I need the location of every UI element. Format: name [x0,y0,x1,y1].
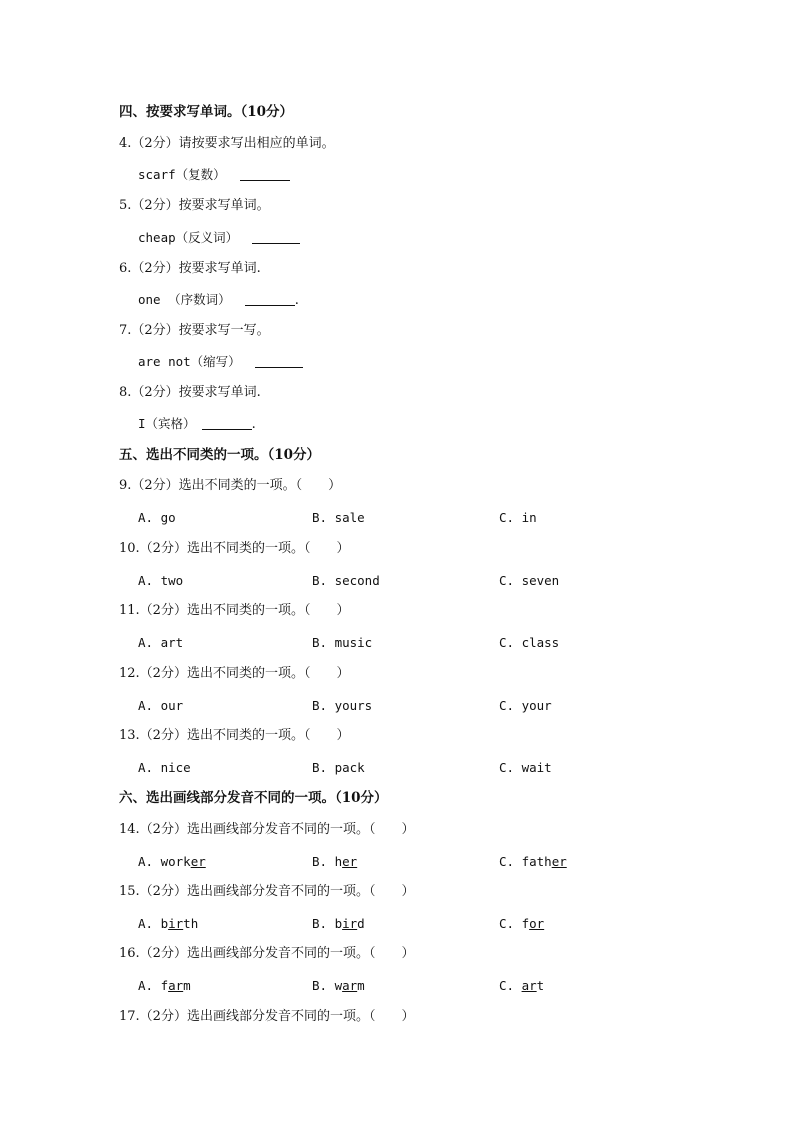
answer-blank-8[interactable] [202,417,252,430]
question-13-option-a[interactable]: A. nice [138,760,191,775]
question-12-stem: 12.（2分）选出不同类的一项。（ ） [119,666,350,681]
question-10-option-a[interactable]: A. two [138,573,184,588]
question-8-stem: 8.（2分）按要求写单词. [119,385,261,400]
question-4-prompt: scarf（复数） [138,167,226,182]
question-5-stem: 5.（2分）按要求写单词。 [119,198,270,213]
question-5-prompt-line [138,230,300,247]
question-14-stem: 14.（2分）选出画线部分发音不同的一项。（ ） [119,822,415,837]
answer-blank-5[interactable] [252,231,300,244]
question-12-option-c[interactable]: C. your [499,698,552,713]
question-6-prompt: one （序数词） [138,292,231,307]
question-11-option-a[interactable]: A. art [138,635,184,650]
section-title-4: 四、按要求写单词。（10分） [119,104,294,120]
question-11-option-c[interactable]: C. class [499,635,560,650]
question-16-option-c[interactable]: C. art [499,978,545,993]
question-8-prompt-line [138,416,256,433]
question-6-stem: 6.（2分）按要求写单词. [119,261,261,276]
question-13-option-b[interactable]: B. pack [312,760,365,775]
question-9-option-b[interactable]: B. sale [312,510,365,525]
underlined-letters: ar [168,978,184,993]
question-13-option-c[interactable]: C. wait [499,760,552,775]
underlined-letters: er [342,854,358,869]
underlined-letters: ir [168,916,184,931]
question-4-prompt-line [138,167,290,184]
question-10-option-c[interactable]: C. seven [499,573,560,588]
question-12-option-a[interactable]: A. our [138,698,184,713]
underlined-letters: ar [521,978,537,993]
question-11-stem: 11.（2分）选出不同类的一项。（ ） [119,603,350,618]
question-9-option-c[interactable]: C. in [499,510,537,525]
question-6-tail: . [294,293,299,308]
question-11-option-b[interactable]: B. music [312,635,373,650]
question-10-stem: 10.（2分）选出不同类的一项。（ ） [119,541,350,556]
question-14-option-c[interactable]: C. father [499,854,567,869]
question-14-option-a[interactable]: A. worker [138,854,206,869]
question-16-option-a[interactable]: A. farm [138,978,191,993]
question-7-stem: 7.（2分）按要求写一写。 [119,323,270,338]
question-16-stem: 16.（2分）选出画线部分发音不同的一项。（ ） [119,946,415,961]
question-6-prompt-line [138,292,299,309]
question-8-tail: . [251,417,256,432]
question-15-option-c[interactable]: C. for [499,916,545,931]
section-title-5: 五、选出不同类的一项。（10分） [119,447,321,463]
section-title-6: 六、选出画线部分发音不同的一项。（10分） [119,790,388,806]
question-15-stem: 15.（2分）选出画线部分发音不同的一项。（ ） [119,884,415,899]
answer-blank-6[interactable] [245,293,295,306]
underlined-letters: er [190,854,206,869]
underlined-letters: ar [342,978,358,993]
question-7-prompt-line [138,354,303,371]
question-13-stem: 13.（2分）选出不同类的一项。（ ） [119,728,350,743]
question-7-prompt: are not（缩写） [138,354,241,369]
question-10-option-b[interactable]: B. second [312,573,380,588]
question-17-stem: 17.（2分）选出画线部分发音不同的一项。（ ） [119,1009,415,1024]
question-14-option-b[interactable]: B. her [312,854,358,869]
underlined-letters: er [551,854,567,869]
question-4-stem: 4.（2分）请按要求写出相应的单词。 [119,136,335,151]
question-15-option-a[interactable]: A. birth [138,916,199,931]
answer-blank-7[interactable] [255,355,303,368]
underlined-letters: or [529,916,545,931]
question-15-option-b[interactable]: B. bird [312,916,365,931]
question-8-prompt: I（宾格） [138,416,196,431]
question-16-option-b[interactable]: B. warm [312,978,365,993]
underlined-letters: ir [342,916,358,931]
question-9-option-a[interactable]: A. go [138,510,176,525]
question-5-prompt: cheap（反义词） [138,230,239,245]
question-9-stem: 9.（2分）选出不同类的一项。（ ） [119,478,342,493]
answer-blank-4[interactable] [240,168,290,181]
question-12-option-b[interactable]: B. yours [312,698,373,713]
